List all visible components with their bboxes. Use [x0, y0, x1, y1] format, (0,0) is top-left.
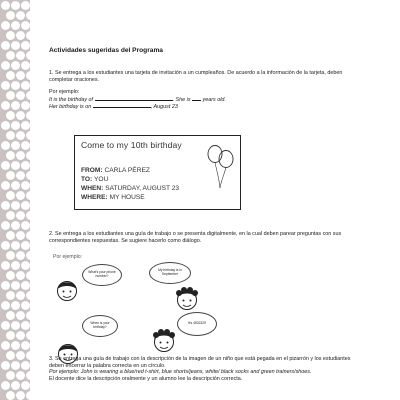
strip-dot [26, 151, 30, 160]
section-3-instructions: 3. Se entrega una guía de trabajo con la descripción de la imagen de un niño que está pegada en el pizarrón y los estudiantes deben encerrar la palabra correcta en un círculo. [49, 356, 351, 369]
sentence-1-start: It is the birthday of [49, 96, 94, 103]
strip-dot [16, 311, 25, 320]
strip-dot [1, 361, 10, 370]
strip-dot [16, 51, 25, 60]
strip-dot [11, 361, 20, 370]
strip-dot [1, 1, 10, 10]
from-label: FROM: [81, 167, 103, 174]
strip-dot [26, 51, 30, 60]
strip-dot [26, 291, 30, 300]
strip-dot [11, 261, 20, 270]
strip-dot [16, 371, 25, 380]
strip-dot [21, 1, 30, 10]
strip-dot [16, 331, 25, 340]
invitation-from [81, 166, 179, 175]
strip-dot [16, 291, 25, 300]
strip-dot [6, 251, 15, 260]
child-face-1-icon [55, 277, 79, 303]
strip-dot [21, 341, 30, 350]
strip-dot [11, 381, 20, 390]
strip-dot [21, 221, 30, 230]
strip-dot [1, 161, 10, 170]
to-label: TO: [81, 176, 93, 183]
strip-dot [26, 191, 30, 200]
strip-dot [21, 161, 30, 170]
speech-bubble-answer-1: My birthday is in September [149, 262, 191, 284]
strip-dot [11, 161, 20, 170]
strip-dot [11, 221, 20, 230]
strip-dot [1, 241, 10, 250]
strip-dot [26, 171, 30, 180]
where-value: MY HOUSE [109, 194, 145, 201]
decorative-dotted-strip [0, 0, 30, 400]
when-label: WHEN: [81, 185, 104, 192]
strip-dot [11, 281, 20, 290]
strip-dot [1, 321, 10, 330]
strip-dot [6, 11, 15, 20]
strip-dot [16, 91, 25, 100]
strip-dot [1, 181, 10, 190]
strip-dot [26, 31, 30, 40]
strip-dot [26, 11, 30, 20]
strip-dot [6, 151, 15, 160]
strip-dot [11, 81, 20, 90]
speech-bubble-answer-2: It's 4502329 [177, 312, 217, 336]
sentence-1-end: years old. [202, 96, 226, 103]
section-3-closing: El docente dice la descripción oralmente y un alumno lee la descripción correcta. [49, 375, 243, 382]
strip-dot [1, 221, 10, 230]
strip-dot [6, 191, 15, 200]
strip-dot [16, 211, 25, 220]
strip-dot [21, 181, 30, 190]
strip-dot [26, 91, 30, 100]
child-face-4-icon [152, 328, 176, 354]
strip-dot [1, 101, 10, 110]
strip-dot [21, 381, 30, 390]
strip-dot [16, 71, 25, 80]
strip-dot [11, 141, 20, 150]
strip-dot [21, 321, 30, 330]
strip-dot [1, 81, 10, 90]
section-1-instructions: 1. Se entrega a los estudiantes una tarjeta de invitación a un cumpleaños. De acuerdo a la información de la tarjeta, deben completar oraciones. [49, 70, 343, 83]
strip-dot [26, 71, 30, 80]
invitation-heading: Come to my 10th birthday [81, 140, 182, 150]
strip-dot [26, 331, 30, 340]
strip-dot [21, 41, 30, 50]
strip-dot [21, 141, 30, 150]
strip-dot [21, 261, 30, 270]
invitation-to [81, 175, 179, 184]
strip-dot [6, 111, 15, 120]
strip-dot [16, 31, 25, 40]
section-3 [49, 356, 365, 382]
strip-dot [21, 81, 30, 90]
balloons-icon [205, 144, 235, 190]
strip-dot [26, 351, 30, 360]
strip-dot [16, 151, 25, 160]
section-2-example-label: Por ejemplo: [53, 254, 83, 260]
invitation-details [81, 166, 179, 202]
strip-dot [11, 181, 20, 190]
strip-dot [11, 121, 20, 130]
strip-dot [1, 61, 10, 70]
section-1-example-label: Por ejemplo: [49, 89, 80, 96]
strip-dot [26, 371, 30, 380]
strip-dot [1, 141, 10, 150]
strip-dot [6, 171, 15, 180]
blank-age [192, 96, 201, 101]
strip-dot [16, 271, 25, 280]
section-2-instructions: 2. Se entrega a los estudiantes una guía de trabajo o se presenta digitalmente, en la cual deben parear preguntas con sus correspondientes respuestas. Se sugiere hacerlo como diálogo. [49, 231, 342, 244]
strip-dot [6, 31, 15, 40]
strip-dot [6, 331, 15, 340]
strip-dot [16, 171, 25, 180]
strip-dot [6, 71, 15, 80]
strip-dot [6, 91, 15, 100]
strip-dot [26, 311, 30, 320]
strip-dot [6, 231, 15, 240]
strip-dot [6, 371, 15, 380]
strip-dot [11, 1, 20, 10]
strip-dot [6, 271, 15, 280]
strip-dot [21, 361, 30, 370]
invitation-when [81, 184, 179, 193]
section-1 [49, 70, 365, 111]
sentence-2-start: Her birthday is on [49, 104, 92, 111]
strip-dot [6, 131, 15, 140]
strip-dot [6, 51, 15, 60]
strip-dot [11, 101, 20, 110]
strip-dot [1, 281, 10, 290]
strip-dot [6, 291, 15, 300]
strip-dot [21, 301, 30, 310]
strip-dot [11, 301, 20, 310]
from-value: CARLA PÉREZ [104, 167, 150, 174]
strip-dot [6, 351, 15, 360]
strip-dot [1, 381, 10, 390]
strip-dot [11, 341, 20, 350]
strip-dot [1, 341, 10, 350]
strip-dot [11, 321, 20, 330]
strip-dot [26, 131, 30, 140]
to-value: YOU [93, 176, 109, 183]
section-2 [49, 231, 365, 244]
strip-dot [11, 241, 20, 250]
strip-dot [21, 281, 30, 290]
strip-dot [21, 101, 30, 110]
blank-day [93, 103, 151, 108]
invitation-card [74, 135, 241, 210]
invitation-where [81, 193, 179, 202]
strip-dot [26, 111, 30, 120]
strip-dot [16, 391, 25, 400]
strip-dot [26, 271, 30, 280]
blank-name [95, 96, 173, 101]
strip-dot [1, 21, 10, 30]
strip-dot [1, 261, 10, 270]
strip-dot [11, 41, 20, 50]
example-sentence-1 [49, 96, 365, 104]
strip-dot [6, 211, 15, 220]
strip-dot [1, 301, 10, 310]
strip-dot [26, 391, 30, 400]
strip-dot [16, 191, 25, 200]
strip-dot [11, 21, 20, 30]
example-sentence-2 [49, 103, 365, 111]
strip-dot [26, 231, 30, 240]
strip-dot [21, 61, 30, 70]
strip-dot [16, 131, 25, 140]
strip-dot [21, 241, 30, 250]
strip-dot [21, 21, 30, 30]
strip-dot [16, 251, 25, 260]
document-page [49, 0, 369, 400]
sentence-2-end: , August 23 [150, 104, 178, 111]
strip-dot [26, 211, 30, 220]
strip-dot [1, 121, 10, 130]
page-title: Actividades sugeridas del Programa [49, 47, 163, 54]
when-value: SATURDAY, AUGUST 23 [105, 185, 180, 192]
child-face-2-icon [175, 286, 199, 312]
sentence-1-middle: . She is [172, 96, 191, 103]
strip-dot [6, 391, 15, 400]
where-label: WHERE: [81, 194, 108, 201]
strip-dot [16, 111, 25, 120]
strip-dot [6, 311, 15, 320]
strip-dot [16, 351, 25, 360]
strip-dot [11, 201, 20, 210]
strip-dot [1, 41, 10, 50]
speech-bubble-question-1: What's your phone number? [82, 264, 122, 286]
strip-dot [26, 251, 30, 260]
strip-dot [16, 11, 25, 20]
strip-dot [1, 201, 10, 210]
strip-dot [21, 121, 30, 130]
strip-dot [16, 231, 25, 240]
section-3-example: Por ejemplo: John is wearing a blue/red t-shirt, blue shorts/jeans, white/ black socks and green trainers/shoes. [49, 369, 312, 376]
strip-dot [21, 201, 30, 210]
speech-bubble-question-2: When is your birthday? [82, 315, 118, 337]
strip-dot [11, 61, 20, 70]
